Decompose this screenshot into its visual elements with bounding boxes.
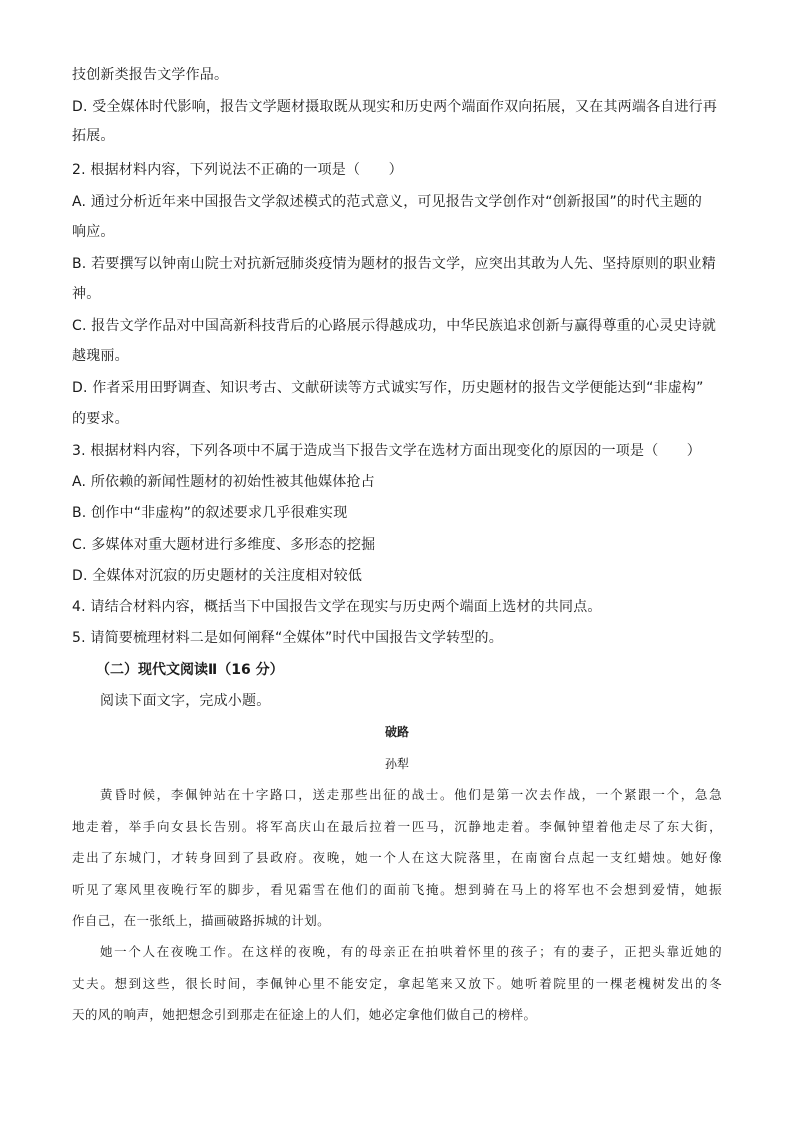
- option-a: A. 通过分析近年来中国报告文学叙述模式的范式意义，可见报告文学创作对“创新报国”的时代主题的: [72, 194, 703, 210]
- text-line: 的要求。: [72, 411, 129, 427]
- text-line: 技创新类报告文学作品。: [72, 67, 229, 83]
- section-heading: （二）现代文阅读Ⅱ（16 分）: [96, 662, 284, 678]
- option-b: B. 创作中“非虚构”的叙述要求几乎很难实现: [72, 505, 348, 521]
- question-4: 4. 请结合材料内容，概括当下中国报告文学在现实与历史两个端面上选材的共同点。: [72, 599, 602, 615]
- story-title: 破路: [384, 725, 409, 739]
- text-line: 拓展。: [72, 128, 115, 144]
- story-author: 孙犁: [384, 757, 409, 771]
- text-line: 神。: [72, 286, 101, 302]
- question-5: 5. 请简要梳理材料二是如何阐释“全媒体”时代中国报告文学转型的。: [72, 630, 503, 646]
- option-c: C. 报告文学作品对中国高新科技背后的心路展示得越成功，中华民族追求创新与赢得尊重的心灵史诗就: [72, 318, 717, 334]
- option-a: A. 所依赖的新闻性题材的初始性被其他媒体抢占: [72, 474, 375, 490]
- story-line: 她一个人在夜晚工作。在这样的夜晚，有的母亲正在拍哄着怀里的孩子；有的妻子，正把头靠近她的: [100, 944, 722, 959]
- story-line: 作自己，在一张纸上，描画破路拆城的计划。: [72, 913, 331, 928]
- option-d: D. 作者采用田野调查、知识考古、文献研读等方式诚实写作，历史题材的报告文学便能达到“非虚构”: [72, 380, 704, 396]
- question-2: 2. 根据材料内容，下列说法不正确的一项是（ ）: [72, 162, 403, 178]
- story-line: 丈夫。想到这些，很长时间，李佩钟心里不能安定，拿起笔来又放下。她听着院里的一棵老槐树发出的冬: [72, 976, 722, 991]
- story-line: 走出了东城门，才转身回到了县政府。夜晚，她一个人在这大院落里，在南窗台点起一支红蜡烛。她好像: [72, 850, 722, 865]
- option-d: D. 全媒体对沉寂的历史题材的关注度相对较低: [72, 568, 363, 584]
- option-c: C. 多媒体对重大题材进行多维度、多形态的挖掘: [72, 537, 376, 553]
- story-line: 黄昏时候，李佩钟站在十字路口，送走那些出征的战士。他们是第一次去作战，一个紧跟一个，急急: [100, 787, 722, 802]
- instruction-text: 阅读下面文字，完成小题。: [100, 693, 271, 709]
- story-line: 听见了寒风里夜晚行军的脚步，看见霜雪在他们的面前飞掩。想到骑在马上的将军也不会想到爱情，她振: [72, 882, 722, 897]
- story-line: 地走着，举手向女县长告别。将军高庆山在最后拉着一匹马，沉静地走着。李佩钟望着他走尽了东大街，: [72, 819, 722, 834]
- text-line: 响应。: [72, 224, 115, 240]
- text-line: 越瑰丽。: [72, 348, 129, 364]
- option-b: B. 若要撰写以钟南山院士对抗新冠肺炎疫情为题材的报告文学，应突出其敢为人先、坚持原则的职业精: [72, 256, 716, 272]
- text-line: D. 受全媒体时代影响，报告文学题材摄取既从现实和历史两个端面作双向拓展，又在其两端各自进行再: [72, 99, 718, 115]
- story-line: 天的风的响声，她把想念引到那走在征途上的人们，她必定拿他们做自己的榜样。: [72, 1007, 537, 1022]
- question-3: 3. 根据材料内容，下列各项中不属于造成当下报告文学在选材方面出现变化的原因的一项是（ ）: [72, 443, 702, 459]
